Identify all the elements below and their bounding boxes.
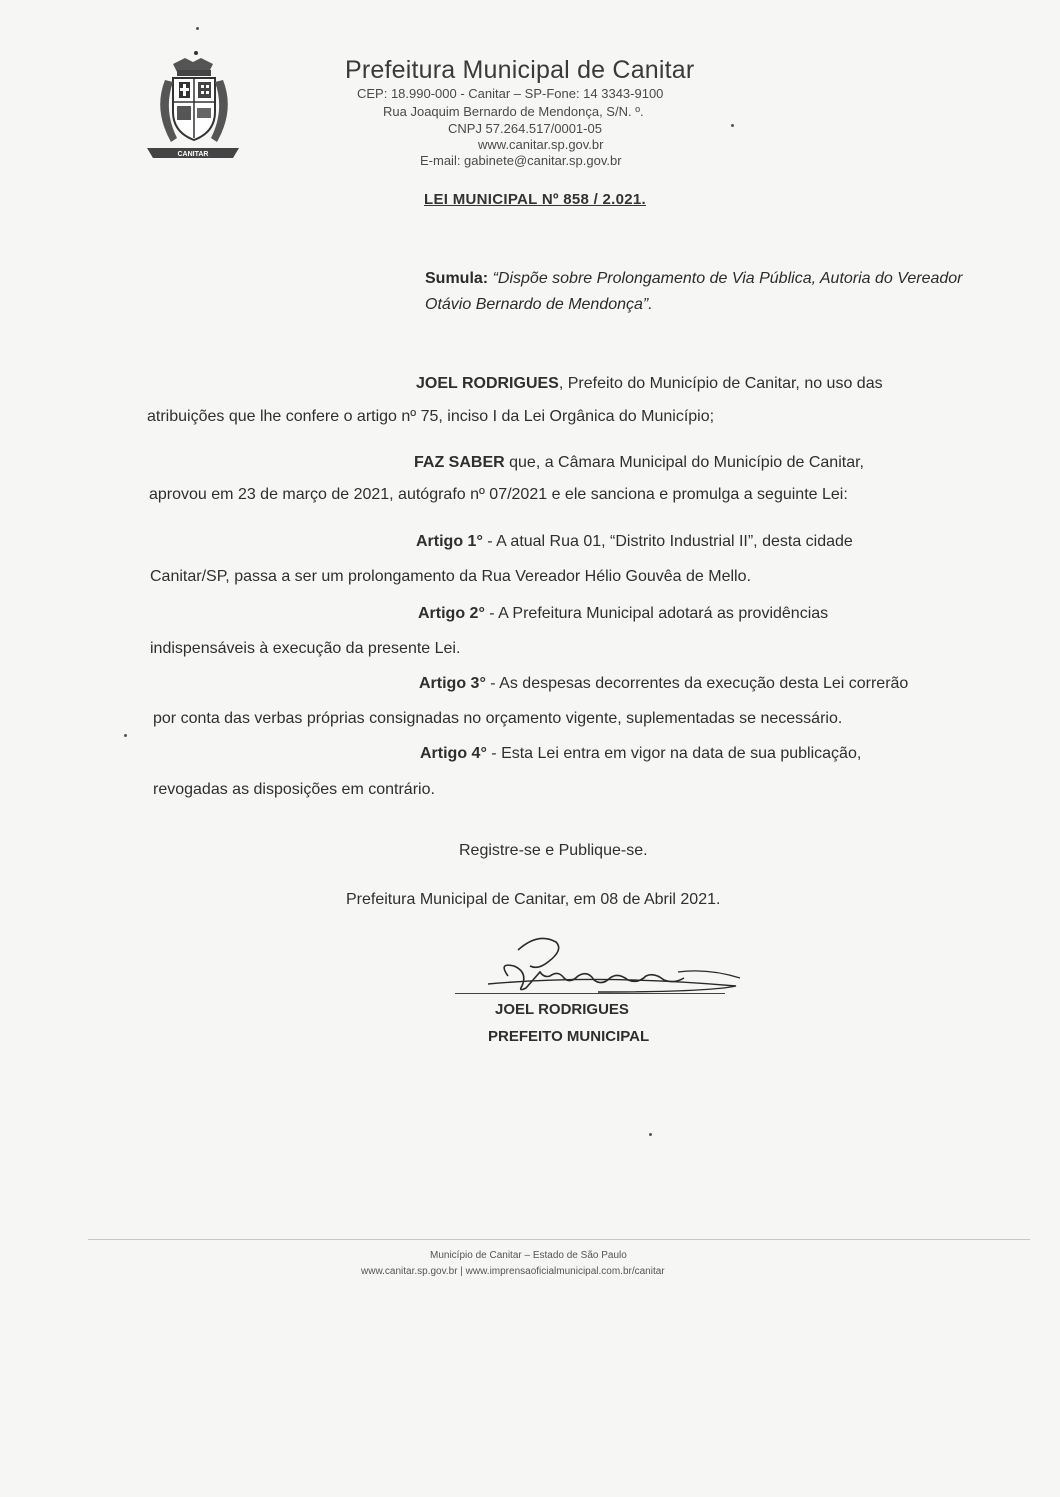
header-cep-phone: CEP: 18.990-000 - Canitar – SP-Fone: 14 3343-9100 xyxy=(357,86,664,101)
faz-saber-text-1: que, a Câmara Municipal do Município de Canitar, xyxy=(504,454,864,471)
article-3-line-1 xyxy=(419,675,908,693)
article-1-line-1 xyxy=(416,533,853,551)
signatory-name: JOEL RODRIGUES xyxy=(495,1001,629,1018)
article-1-label: Artigo 1° xyxy=(416,533,483,550)
preamble-line-1 xyxy=(416,375,968,393)
coat-of-arms-logo xyxy=(143,50,243,162)
article-2-line-2: indispensáveis à execução da presente Lei. xyxy=(150,640,461,657)
signature-line xyxy=(455,993,725,994)
footer-municipality: Município de Canitar – Estado de São Paulo xyxy=(430,1250,627,1261)
sumula-label: Sumula: xyxy=(425,270,489,287)
article-2-label: Artigo 2° xyxy=(418,605,485,622)
footer-divider xyxy=(88,1239,1030,1240)
signatory-role: PREFEITO MUNICIPAL xyxy=(488,1028,650,1045)
article-4-text-1: - Esta Lei entra em vigor na data de sua publicação, xyxy=(486,745,862,762)
article-1-line-2: Canitar/SP, passa a ser um prolongamento da Rua Vereador Hélio Gouvêa de Mello. xyxy=(150,568,751,585)
scan-speck xyxy=(731,124,734,127)
mayor-name: JOEL RODRIGUES xyxy=(416,375,559,392)
sumula xyxy=(425,266,985,318)
article-4-line-1 xyxy=(420,745,861,763)
scan-speck xyxy=(124,734,127,737)
closing-text: Registre-se e Publique-se. xyxy=(459,842,648,859)
scan-speck xyxy=(196,27,199,30)
sumula-text: “Dispõe sobre Prolongamento de Via Pública, Autoria do Vereador Otávio Bernardo de Mendonça”. xyxy=(425,270,963,313)
article-1-text-1: - A atual Rua 01, “Distrito Industrial II”, desta cidade xyxy=(482,533,853,550)
footer-websites: www.canitar.sp.gov.br | www.imprensaoficialmunicipal.com.br/canitar xyxy=(361,1266,665,1277)
article-2-text-1: - A Prefeitura Municipal adotará as providências xyxy=(484,605,829,622)
header-email: E-mail: gabinete@canitar.sp.gov.br xyxy=(420,153,622,168)
article-3-label: Artigo 3° xyxy=(419,675,486,692)
scan-speck xyxy=(649,1133,652,1136)
article-3-line-2: por conta das verbas próprias consignadas no orçamento vigente, suplementadas se necessário. xyxy=(153,710,843,727)
preamble-text-1: , Prefeito do Município de Canitar, no uso das xyxy=(558,375,883,392)
header-title: Prefeitura Municipal de Canitar xyxy=(345,56,695,84)
faz-saber-line-2: aprovou em 23 de março de 2021, autógrafo nº 07/2021 e ele sanciona e promulga a seguinte Lei: xyxy=(149,486,848,503)
place-date: Prefeitura Municipal de Canitar, em 08 de Abril 2021. xyxy=(346,891,721,908)
preamble-line-2: atribuições que lhe confere o artigo nº 75, inciso I da Lei Orgânica do Município; xyxy=(147,408,715,425)
article-2-line-1 xyxy=(418,605,828,623)
article-4-label: Artigo 4° xyxy=(420,745,487,762)
faz-saber-label: FAZ SABER xyxy=(414,454,505,471)
header-cnpj: CNPJ 57.264.517/0001-05 xyxy=(448,121,602,136)
article-4-line-2: revogadas as disposições em contrário. xyxy=(153,781,435,798)
law-title: LEI MUNICIPAL Nº 858 / 2.021. xyxy=(424,191,647,208)
faz-saber-line-1 xyxy=(414,454,864,472)
header-website: www.canitar.sp.gov.br xyxy=(478,137,604,152)
article-3-text-1: - As despesas decorrentes da execução desta Lei correrão xyxy=(485,675,909,692)
svg-text:CANITAR: CANITAR xyxy=(177,151,209,158)
header-address: Rua Joaquim Bernardo de Mendonça, S/N. º. xyxy=(383,104,644,119)
